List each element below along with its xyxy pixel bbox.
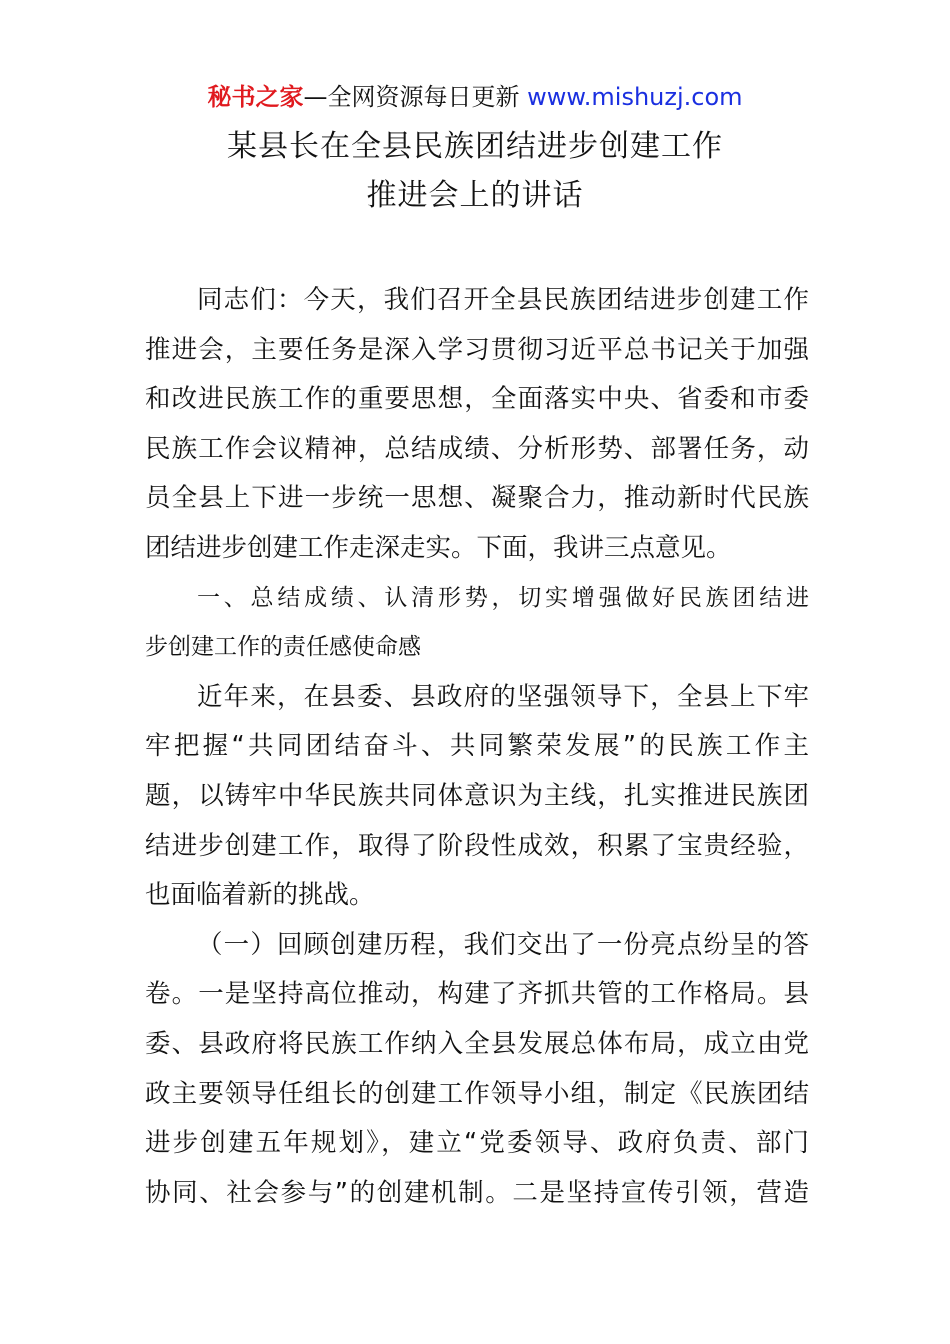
paragraph-line: 和改进民族工作的重要思想，全面落实中央、省委和市委 [145,384,809,415]
paragraph-line: （一）回顾创建历程，我们交出了一份亮点纷呈的答 [197,929,809,960]
section-heading-line: 步创建工作的责任感使命感 [145,634,421,661]
paragraph-line: 委、县政府将民族工作纳入全县发展总体布局，成立由党 [145,1028,809,1059]
site-brand: 秘书之家 [207,83,304,111]
paragraph-line: 近年来，在县委、县政府的坚强领导下，全县上下牢 [197,681,809,712]
section-heading-line: 一、总结成绩、认清形势，切实增强做好民族团结进 [197,584,809,611]
site-header [0,80,950,114]
paragraph-line: 也面临着新的挑战。 [145,880,375,911]
paragraph-line: 牢把握“共同团结奋斗、共同繁荣发展”的民族工作主 [145,731,809,762]
paragraph-line: 员全县上下进一步统一思想、凝聚合力，推动新时代民族 [145,483,809,514]
paragraph-line: 进步创建五年规划》，建立“党委领导、政府负责、部门 [145,1128,809,1159]
paragraph-line: 协同、社会参与”的创建机制。二是坚持宣传引领，营造 [145,1177,809,1208]
document-title-line-1: 某县长在全县民族团结进步创建工作 [227,129,723,164]
site-url-link[interactable]: www.mishuzj.com [519,83,743,111]
document-title-line-2: 推进会上的讲话 [366,178,584,213]
paragraph-line: 题，以铸牢中华民族共同体意识为主线，扎实推进民族团 [145,780,809,811]
paragraph-line: 政主要领导任组长的创建工作领导小组，制定《民族团结 [145,1078,809,1109]
paragraph-line: 结进步创建工作，取得了阶段性成效，积累了宝贵经验， [145,830,809,861]
paragraph-line: 民族工作会议精神，总结成绩、分析形势、部署任务，动 [145,433,809,464]
paragraph-line: 团结进步创建工作走深走实。下面，我讲三点意见。 [145,532,732,563]
paragraph-line: 卷。一是坚持高位推动，构建了齐抓共管的工作格局。县 [145,979,809,1010]
document-body [145,276,809,1218]
site-tagline: —全网资源每日更新 [303,83,520,111]
paragraph-line: 推进会，主要任务是深入学习贯彻习近平总书记关于加强 [145,334,809,365]
paragraph-line: 同志们：今天，我们召开全县民族团结进步创建工作 [197,285,809,315]
